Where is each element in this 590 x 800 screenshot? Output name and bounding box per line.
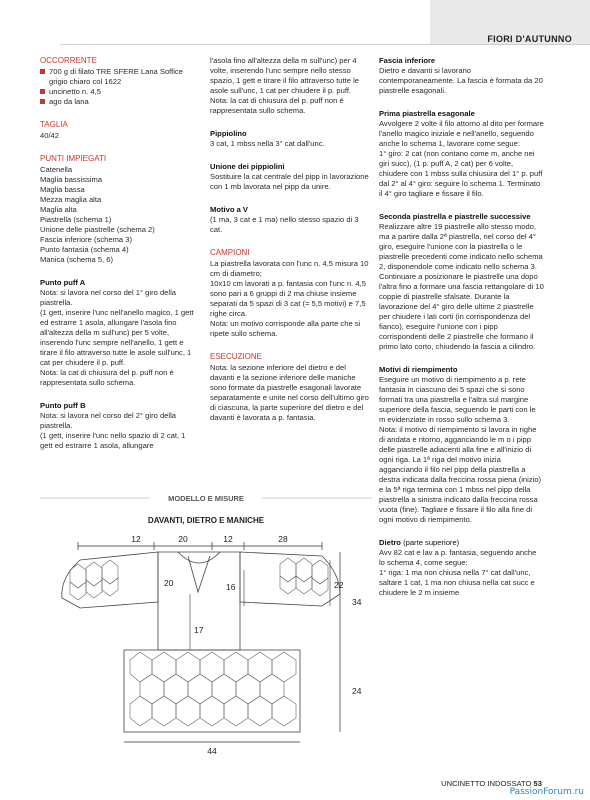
- dietro-text: Avv 82 cat e lav a p. fantasia, seguendo anche lo schema 4, come segue:: [379, 548, 537, 567]
- diagram-caption: MODELLO E MISURE: [168, 494, 244, 503]
- prima-text: Avvolgere 2 volte il filo attorno al dito per formare l'anello magico iniziale e nell'anello, seguendo anche lo schema 1, lavorare come segue:: [379, 119, 544, 148]
- esecuzione-text: Nota: la sezione inferiore del dietro e del davanti e la sezione inferiore delle maniche sono formate da piastrelle esagonali lavorate separatamente e unite nel corso dell'ultimo giro di ciascuna, la parte superiore del dietro e del davanti è lavorata a p. fantasia.: [210, 363, 369, 422]
- pippiolino-text: 3 cat, 1 mbss nella 3° cat dall'unc.: [210, 139, 325, 148]
- puff-b-title: Punto puff B: [40, 401, 86, 410]
- unione-title: Unione dei pippiolini: [210, 162, 285, 171]
- column-1: [40, 56, 200, 451]
- puff-a-line: (1 gett, inserire l'unc nell'anello magico, 1 gett ed estrarre 1 asola, allungare l'asola fino all'altezza della m sull'unc) per 5 volte, inserendo l'unc sempre nell'anello, 1 gett e tirare il filo attraverso tutte le asole sull'unc, 1 cat per chiudere il p. puff.: [40, 308, 194, 367]
- measure-label: 24: [352, 686, 362, 696]
- measure-label: 34: [352, 597, 362, 607]
- occorrente-title: OCCORRENTE: [40, 56, 97, 65]
- diagram-title: DAVANTI, DIETRO E MANICHE: [147, 516, 265, 525]
- measure-label: 12: [131, 534, 141, 544]
- measure-label: 28: [278, 534, 288, 544]
- measure-label: 16: [226, 582, 236, 592]
- punti-item: Unione delle piastrelle (schema 2): [40, 225, 155, 234]
- esecuzione-title: ESECUZIONE: [210, 352, 263, 361]
- header-rule: [60, 44, 590, 45]
- campioni-line: La piastrella lavorata con l'unc n. 4,5 misura 10 cm di diametro;: [210, 259, 369, 278]
- giro-2-4: dal 2° al 4° giro: seguire lo schema 1. Terminato il 4° giro tagliare e fissare il filo.: [379, 179, 541, 198]
- page-number: 53: [533, 779, 542, 788]
- puff-a-line: Nota: la cat di chiusura del p. puff non è rappresentata sullo schema.: [40, 368, 174, 387]
- punti-item: Maglia bassissima: [40, 175, 103, 184]
- column-3: [379, 56, 544, 598]
- motivo-text: (1 ma, 3 cat e 1 ma) nello stesso spazio di 3 cat.: [210, 215, 359, 234]
- measure-label: 17: [194, 625, 204, 635]
- motivi-note: Nota: il motivo di riempimento si lavora in righe di andata e ritorno, agganciando le m o i pipp delle piastrelle adiacenti alla fine e all'inizio di ogni riga. La 1ª riga del motivo inizia agganciando il filo nel pipp della piastrella a destra indicata dalla freccina rossa piena (inizio) e la 5ª riga termina con 1 mbss nel pipp della piastrella a sinistra indicato dalla freccina rossa vuota (fine). Tagliare e fissare il filo alla fine di ogni motivo di riempimento.: [379, 425, 542, 524]
- campioni-line: Nota: un motivo corrisponde alla parte che si ripete sullo schema.: [210, 319, 361, 338]
- giro-1: 1° giro: 2 cat (non contano come m, anche nei giri succ), (1 p. puff A, 2 cat) per 6 volte, chiudere con 1 mbss sulla chiusura del 1° p. puff: [379, 149, 543, 178]
- puff-b-note: Nota: la cat di chiusura del p. puff non è rappresentata sullo schema.: [210, 96, 344, 115]
- occorrente-item: 700 g di filato TRE SFERE Lana Soffice grigio chiaro col 1622: [40, 67, 200, 87]
- punti-item: Piastrella (schema 1): [40, 215, 112, 224]
- motivi-text: Eseguire un motivo di riempimento a p. rete fantasia in ciascuno dei 5 spazi che si sono formati tra una piastrella e l'altra sul margine superiore della fascia, seguendo le parti con le m evidenziate in rosso sullo schema 3.: [379, 375, 536, 424]
- puff-a-line: Nota: si lavora nel corso del 1° giro della piastrella.: [40, 288, 176, 307]
- dietro-title-main: Dietro: [379, 538, 401, 547]
- puff-b-line: (1 gett, inserire l'unc nello spazio di 2 cat, 1 gett ed estrarre 1 asola, allungare: [40, 431, 186, 450]
- section-title: FIORI D'AUTUNNO: [487, 34, 572, 44]
- motivi-title: Motivi di riempimento: [379, 365, 458, 374]
- measure-label: 20: [164, 578, 174, 588]
- riga-1: 1° riga: 1 ma non chiusa nella 7° cat dall'unc, saltare 1 cat, 1 ma non chiusa nella cat succ e chiudere le 2 m insieme: [379, 568, 535, 597]
- fascia-text: Dietro e davanti si lavorano contemporaneamente. La fascia è formata da 20 piastrelle esagonali.: [379, 66, 543, 95]
- punti-title: PUNTI IMPIEGATI: [40, 154, 107, 163]
- dietro-title: [379, 538, 544, 548]
- punti-item: Maglia alta: [40, 205, 77, 214]
- puff-a-title: Punto puff A: [40, 278, 86, 287]
- measure-label: 44: [207, 746, 217, 756]
- measure-label: 22: [334, 580, 344, 590]
- punti-item: Mezza maglia alta: [40, 195, 102, 204]
- magazine-name: UNCINETTO INDOSSATO: [441, 779, 532, 788]
- campioni-title: CAMPIONI: [210, 248, 250, 257]
- occorrente-item: ago da lana: [40, 97, 200, 107]
- column-2: [210, 56, 370, 423]
- punti-item: Manica (schema 5, 6): [40, 255, 114, 264]
- pattern-diagram: [40, 490, 372, 758]
- motivo-title: Motivo a V: [210, 205, 248, 214]
- occorrente-item: uncinetto n. 4,5: [40, 87, 200, 97]
- punti-item: Punto fantasia (schema 4): [40, 245, 129, 254]
- puff-b-line: Nota: si lavora nel corso del 2° giro della piastrella.: [40, 411, 176, 430]
- prima-title: Prima piastrella esagonale: [379, 109, 475, 118]
- watermark: PassionForum.ru: [509, 787, 584, 797]
- punti-item: Catenella: [40, 165, 73, 174]
- fascia-title: Fascia inferiore: [379, 56, 436, 65]
- seconda-text: Realizzare altre 19 piastrelle allo stesso modo, ma a partire dalla 2ª piastrella, nel corso del 4° giro, eseguire l'unione con la piastrella o le piastrelle precedenti come indicato nello schema 2, disponendole come indicato nello schema 3. Continuare a posizionare le piastrelle una dopo l'altra fino a formare una fascia rettangolare di 10 coppie di piastrelle sfalsate. Durante la lavorazione del 4° giro delle ultime 2 piastrelle per chiudere i lati corti (in corrispondenza del fianco), eseguire l'unione con i pipp corrispondenti delle 2 piastrelle che formano il primo lato corto, chiudendo la fascia a cilindro.: [379, 222, 544, 351]
- punti-item: Maglia bassa: [40, 185, 85, 194]
- unione-text: Sostituire la cat centrale del pipp in lavorazione con 1 mb lavorata nel pipp da unire.: [210, 172, 369, 191]
- puff-b-continuation: l'asola fino all'altezza della m sull'unc) per 4 volte, inserendo l'unc sempre nello stesso spazio, 1 gett e tirare il filo attraverso tutte le asole sull'unc, 1 cat per chiudere il p. puff.: [210, 56, 359, 95]
- punti-item: Fascia inferiore (schema 3): [40, 235, 133, 244]
- taglia-value: 40/42: [40, 131, 60, 140]
- seconda-title: Seconda piastrella e piastrelle successive: [379, 212, 531, 221]
- measure-label: 12: [223, 534, 233, 544]
- taglia-title: TAGLIA: [40, 120, 68, 129]
- dietro-subtitle: (parte superiore): [403, 538, 460, 547]
- campioni-line: 10x10 cm lavorati a p. fantasia con l'unc n. 4,5 sono pari a 6 gruppi di 2 ma chiuse insieme separati da 5 spazi di 3 cat (= 5,5 motivi) e 7,5 righe circa.: [210, 279, 366, 318]
- pippiolino-title: Pippiolino: [210, 129, 247, 138]
- measure-label: 20: [178, 534, 188, 544]
